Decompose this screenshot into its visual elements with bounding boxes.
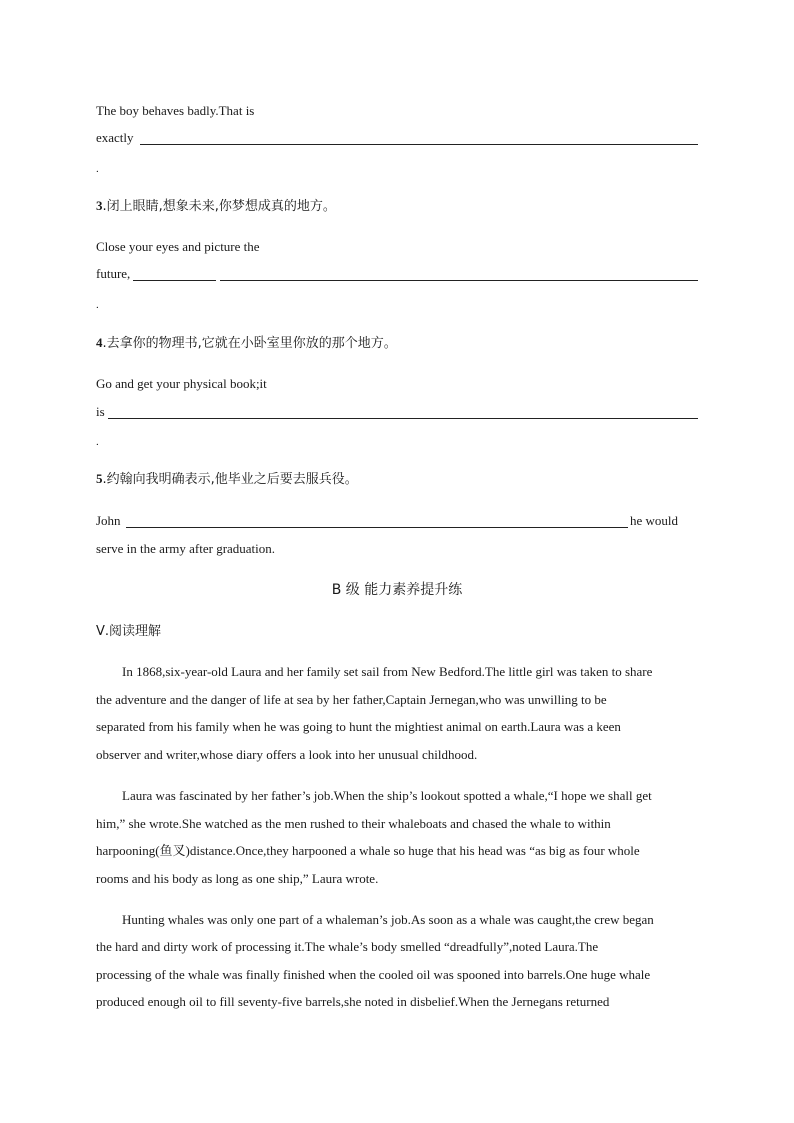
passage-p1-line4: observer and writer,whose diary offers a look into her unusual childhood.	[96, 747, 478, 762]
passage-p3-line2: the hard and dirty work of processing it.The whale’s body smelled “dreadfully”,noted Laura.The	[96, 939, 599, 954]
q2-period: .	[96, 163, 99, 175]
q4-answer-blank[interactable]	[108, 418, 698, 419]
passage-p2-line3: harpooning(鱼叉)distance.Once,they harpooned a whale so huge that his head was “as big as four whole	[96, 843, 640, 858]
q2-answer-blank[interactable]	[140, 144, 698, 145]
passage-p2-line1: Laura was fascinated by her father’s job.When the ship’s lookout spotted a whale,“I hope we shall get	[122, 788, 652, 803]
q3-answer-blank-1[interactable]	[133, 280, 216, 281]
passage-p3-line3: processing of the whale was finally finished when the cooled oil was spooned into barrels.One huge whale	[96, 967, 651, 982]
q4-prompt-text: .去拿你的物理书,它就在小卧室里你放的那个地方。	[102, 336, 397, 351]
q5-prompt-text: .约翰向我明确表示,他毕业之后要去服兵役。	[102, 472, 358, 487]
passage-p3-line1: Hunting whales was only one part of a whaleman’s job.As soon as a whale was caught,the crew began	[122, 912, 654, 927]
q3-prompt-text: .闭上眼睛,想象未来,你梦想成真的地方。	[102, 199, 336, 214]
q3-sentence-line2-lead: future,	[96, 266, 131, 281]
q3-sentence-line1: Close your eyes and picture the	[96, 239, 260, 254]
passage-p1-line1: In 1868,six-year-old Laura and her family set sail from New Bedford.The little girl was taken to share	[122, 664, 653, 679]
q5-answer-blank[interactable]	[126, 527, 628, 528]
q2-sentence-line1: The boy behaves badly.That is	[96, 103, 255, 118]
q3-prompt	[96, 197, 336, 216]
passage-p3-line4: produced enough oil to fill seventy-five barrels,she noted in disbelief.When the Jernegans returned	[96, 994, 610, 1009]
q4-sentence-line2-lead: is	[96, 404, 105, 419]
q3-number: 3	[96, 198, 103, 213]
q5-sentence-line2: serve in the army after graduation.	[96, 541, 276, 556]
q4-sentence-line1: Go and get your physical book;it	[96, 376, 267, 391]
part-v-title: Ⅴ.阅读理解	[96, 624, 162, 639]
section-b-title: B 级 能力素养提升练	[331, 582, 463, 598]
q4-prompt	[96, 334, 397, 353]
passage-p1-line3: separated from his family when he was going to hunt the mightiest animal on earth.Laura was a keen	[96, 719, 621, 734]
q4-number: 4	[96, 335, 103, 350]
q5-sentence-line1-lead: John	[96, 513, 121, 528]
q5-sentence-line1-tail: he would	[630, 513, 679, 528]
q5-prompt	[96, 470, 358, 489]
passage-p1-line2: the adventure and the danger of life at sea by her father,Captain Jernegan,who was unwilling to be	[96, 692, 607, 707]
q3-period: .	[96, 299, 99, 311]
q4-period: .	[96, 436, 99, 448]
passage-p2-line4: rooms and his body as long as one ship,” Laura wrote.	[96, 871, 379, 886]
q2-sentence-line2-lead: exactly	[96, 130, 134, 145]
q3-answer-blank-2[interactable]	[220, 280, 698, 281]
passage-p2-line2: him,” she wrote.She watched as the men rushed to their whaleboats and chased the whale to within	[96, 816, 611, 831]
q5-number: 5	[96, 471, 103, 486]
